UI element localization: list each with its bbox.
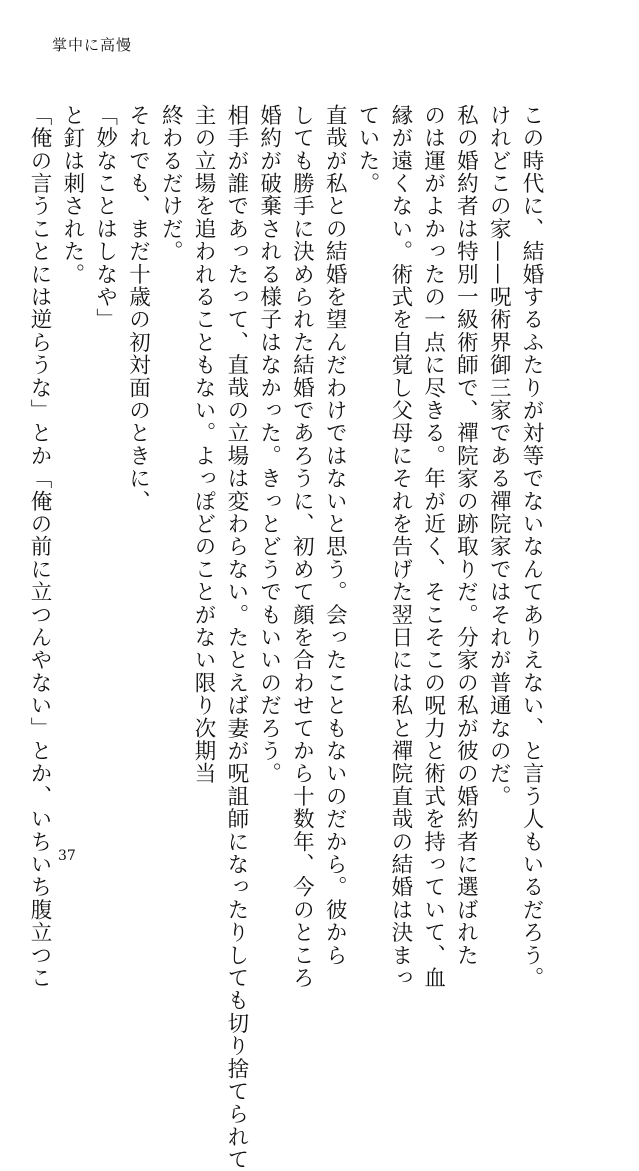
text-line: 終わるだけだ。 <box>158 104 184 263</box>
text-line: それでも、まだ十歳の初対面のときに、 <box>125 104 151 513</box>
text-line: 「俺の言うことには逆らうな」とか「俺の前に立つんやない」とか、いちいち腹立つこ <box>27 104 53 990</box>
page-number: 37 <box>58 848 76 864</box>
text-line: 「妙なことはしなや」 <box>92 104 118 331</box>
text-line: 縁が遠くない。術式を自覚し父母にそれを告げた翌日には私と禪院直哉の結婚は決まっ <box>387 104 413 990</box>
text-line: ていた。 <box>355 104 381 195</box>
text-line: と釘は刺された。 <box>59 104 85 286</box>
text-line: のは運がよかったの一点に尽きる。年が近く、そこそこの呪力と術式を持っていて、血 <box>420 104 446 990</box>
text-line: 私の婚約者は特別一級術師で、禪院家の跡取りだ。分家の私が彼の婚約者に選ばれた <box>453 104 479 967</box>
text-line: 婚約が破棄される様子はなかった。きっとどうでもいいのだろう。 <box>256 104 282 785</box>
text-line: けれどこの家——呪術界御三家である禪院家ではそれが普通なのだ。 <box>486 104 512 808</box>
text-line: 直哉が私との結婚を望んだわけではないと思う。会ったこともないのだから。彼から <box>322 104 348 967</box>
running-header: 掌中に高慢 <box>52 36 133 54</box>
text-line: しても勝手に決められた結婚であろうに、初めて顔を合わせてから十数年、今のところ <box>289 104 315 990</box>
text-line: 相手が誰であったって、直哉の立場は変わらない。たとえば妻が呪詛師になったりしても切り捨てられて <box>223 104 249 1171</box>
text-line: 主の立場を追われることもない。よっぽどのことがない限り次期当 <box>191 104 217 785</box>
text-line: この時代に、結婚するふたりが対等でないなんてありえない、と言う人もいるだろう。 <box>519 104 544 990</box>
